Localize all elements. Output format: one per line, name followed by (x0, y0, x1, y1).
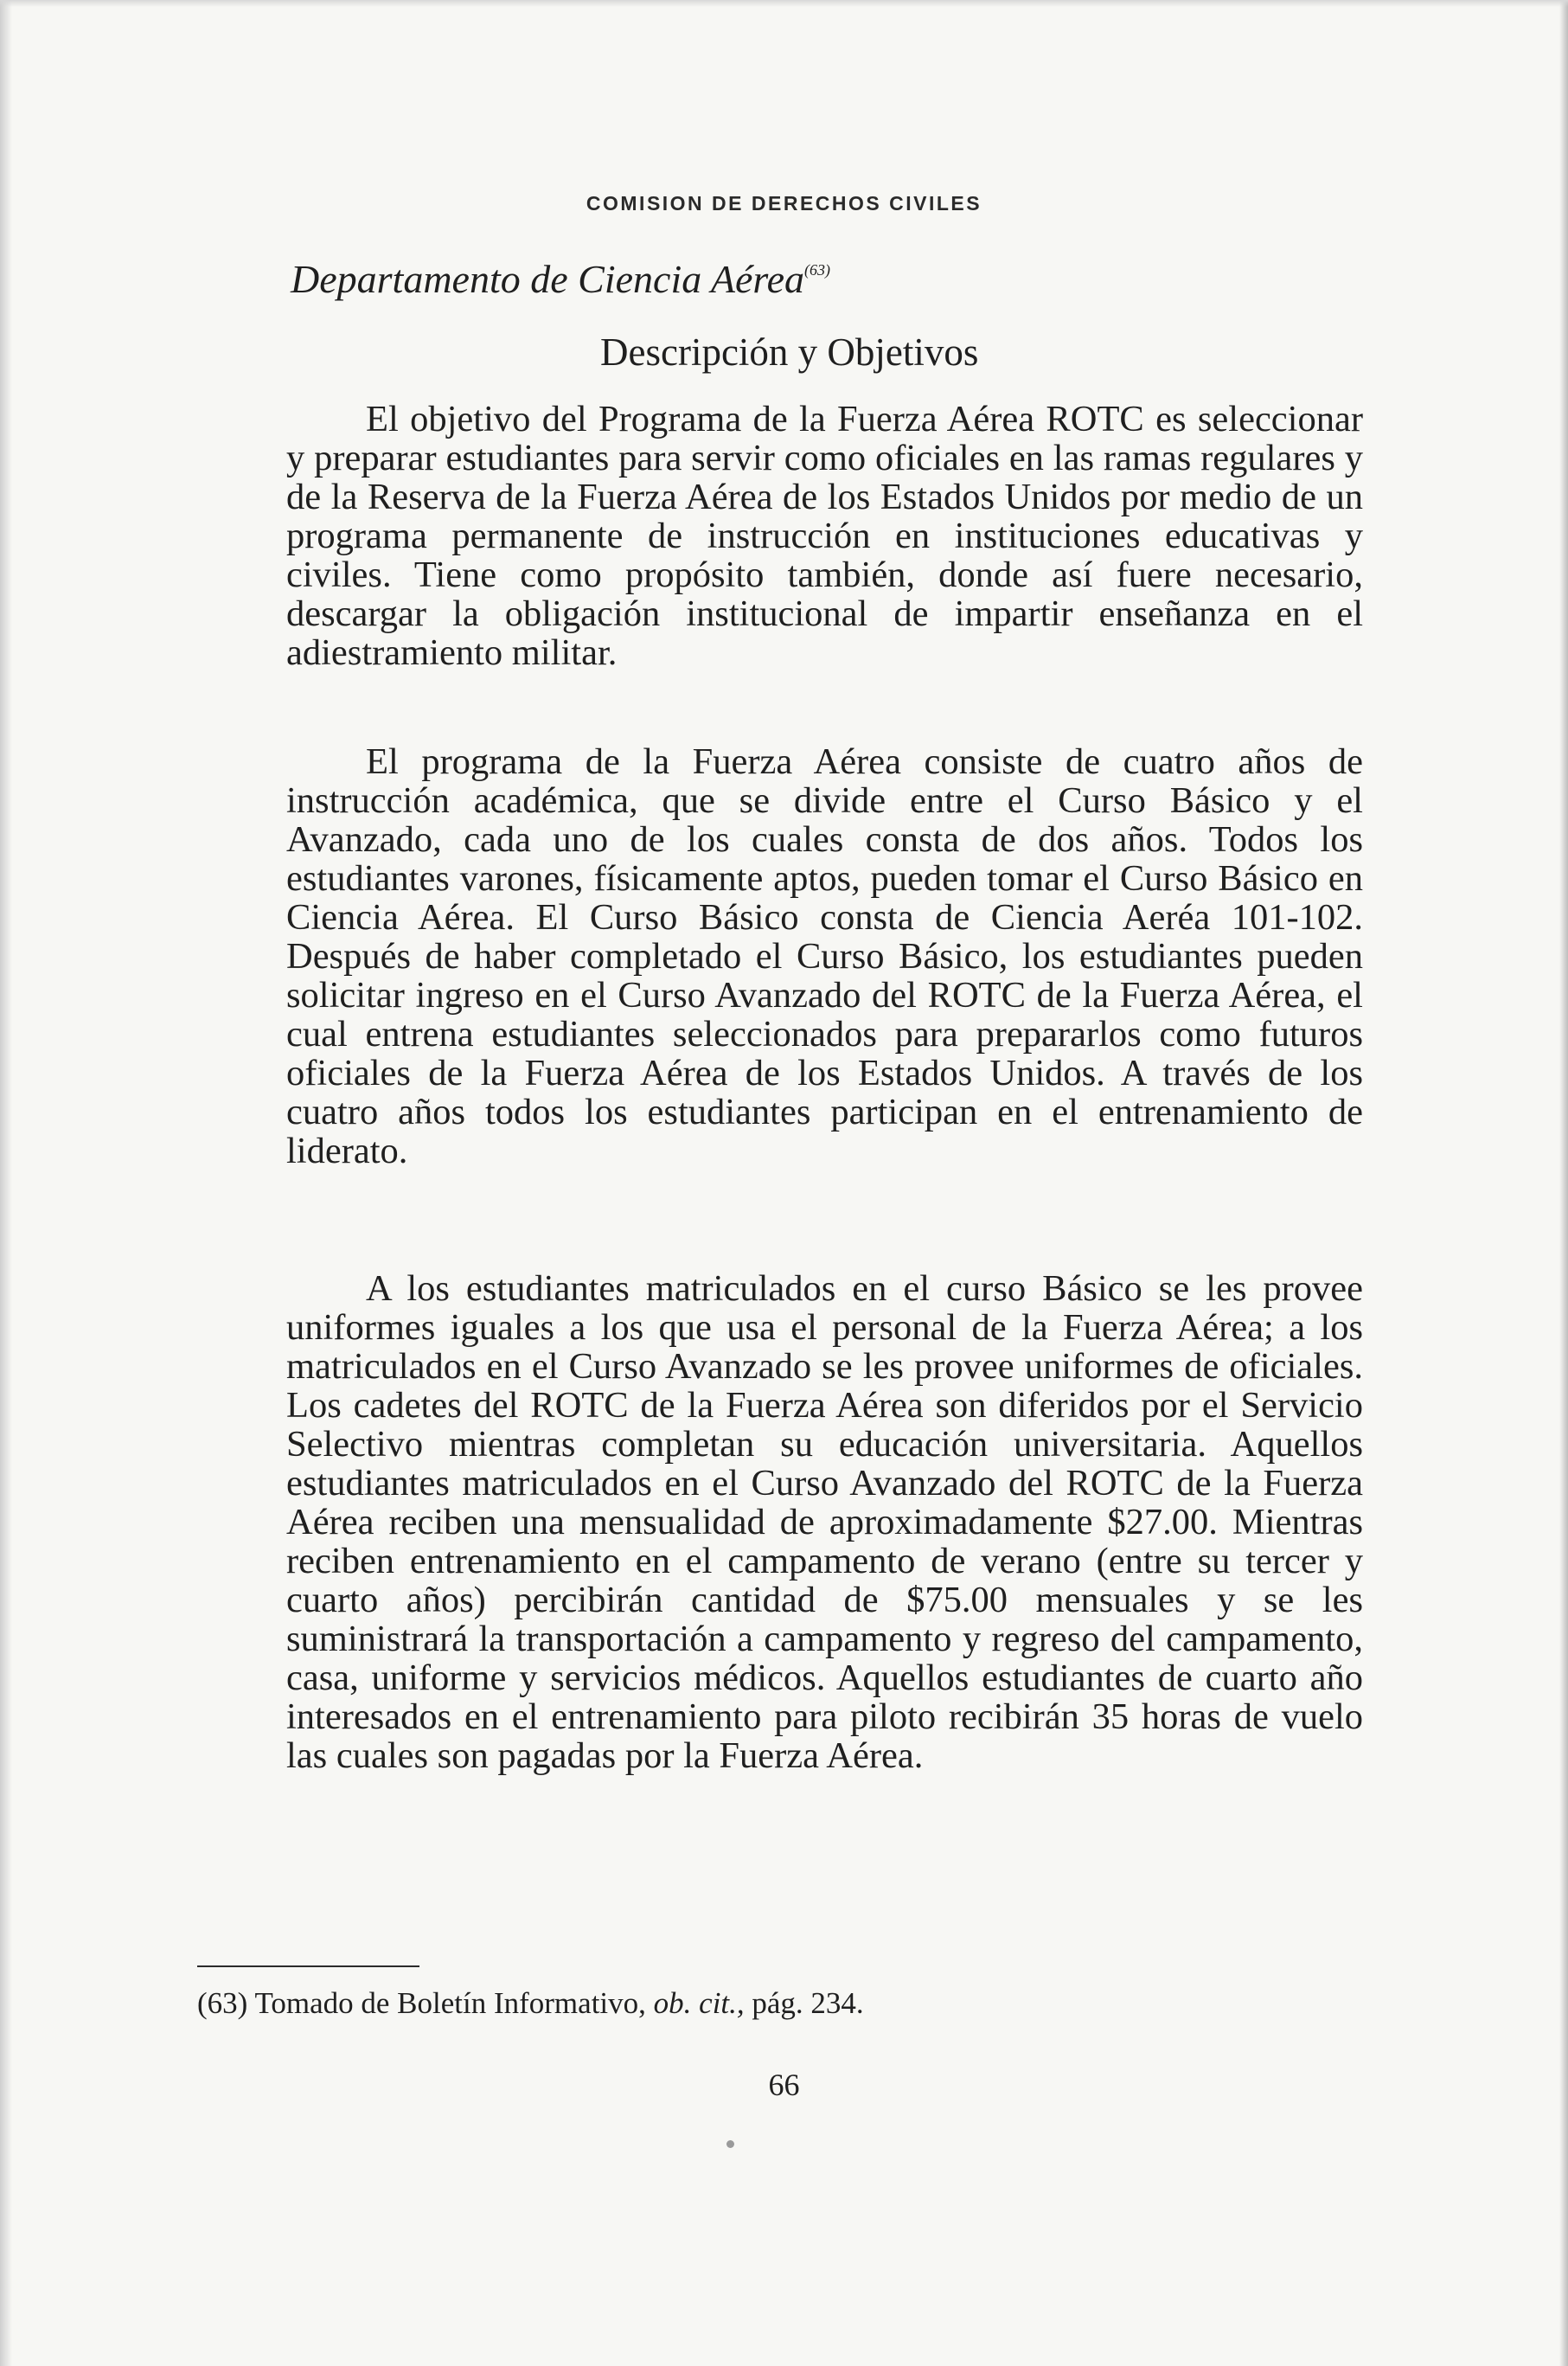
footnote-number: (63) (197, 1986, 248, 2020)
footnote-text: Tomado de Boletín Informativo, (254, 1986, 646, 2020)
footnote-rule (197, 1965, 419, 1967)
paragraph-3: A los estudiantes matriculados en el curso Básico se les provee uniformes iguales a los que usa el personal de la Fuerza Aérea; a los matriculados en el Curso Avanzado se les provee uniformes de oficiales. Los cadetes del ROTC de la Fuerza Aérea son diferidos por el Servicio Selectivo mientras completan su educación universitaria. Aquellos estudiantes matriculados en el Curso Avanzado del ROTC de la Fuerza Aérea reciben una mensualidad de aproximadamente $27.00. Mientras reciben entrenamiento en el campamento de verano (entre su tercer y cuarto años) percibirán cantidad de $75.00 mensuales y se les suministrará la transportación a campamento y regreso del campamento, casa, uniforme y servicios médicos. Aquellos estudiantes de cuarto año interesados en el entrenamiento para piloto recibirán 35 horas de vuelo las cuales son pagadas por la Fuerza Aérea. (286, 1268, 1363, 1776)
section-subtitle: Descripción y Objetivos (600, 330, 979, 374)
paragraph-2: El programa de la Fuerza Aérea consiste de cuatro años de instrucción académica, que se divide entre el Curso Básico y el Avanzado, cada uno de los cuales consta de dos años. Todos los estudiantes varones, físicamente aptos, pueden tomar el Curso Básico en Ciencia Aérea. El Curso Básico consta de Ciencia Aeréa 101-102. Después de haber completado el Curso Básico, los estudiantes pueden solicitar ingreso en el Curso Avanzado del ROTC de la Fuerza Aérea, el cual entrena estudiantes seleccionados para prepararlos como futuros oficiales de la Fuerza Aérea de los Estados Unidos. A través de los cuatro años todos los estudiantes participan en el entrenamiento de liderato. (286, 741, 1363, 1171)
section-title (291, 257, 831, 301)
running-head: COMISION DE DERECHOS CIVILES (586, 192, 982, 215)
footnote-citation-italic: ob. cit., (653, 1986, 745, 2020)
page-edge-shadow-left (0, 0, 12, 2366)
footnote-reference: (63) (804, 261, 831, 279)
section-title-text: Departamento de Ciencia Aérea (291, 257, 805, 301)
page-edge-shadow-top (0, 0, 1568, 7)
page-edge-shadow-right (1559, 0, 1568, 2366)
page-number: 66 (768, 2068, 800, 2102)
footnote-page: pág. 234. (752, 1986, 864, 2020)
print-speck (726, 2140, 734, 2148)
paragraph-1: El objetivo del Programa de la Fuerza Aérea ROTC es seleccionar y preparar estudiantes para servir como oficiales en las ramas regulares y de la Reserva de la Fuerza Aérea de los Estados Unidos por medio de un programa permanente de instrucción en instituciones educativas y civiles. Tiene como propósito también, donde así fuere necesario, descargar la obligación institucional de impartir enseñanza en el adiestramiento militar. (286, 399, 1363, 673)
footnote (197, 1988, 864, 2018)
